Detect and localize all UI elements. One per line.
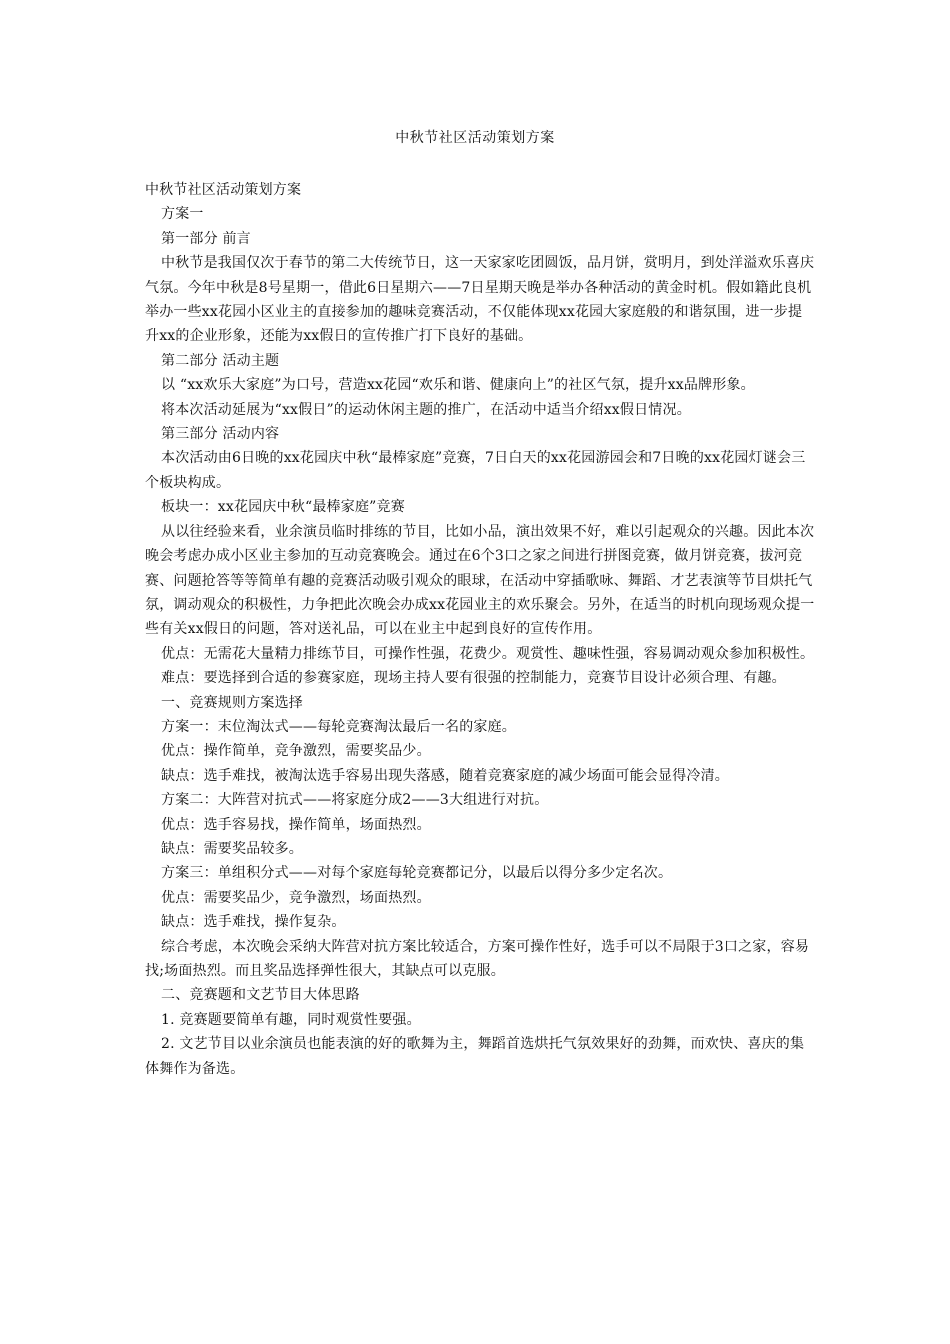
paragraph: 将本次活动延展为“xx假日”的运动休闲主题的推广，在活动中适当介绍xx假日情况。: [161, 401, 691, 418]
paragraph: 中秋节社区活动策划方案: [145, 182, 302, 198]
paragraph: 方案一：末位淘汰式——每轮竞赛淘汰最后一名的家庭。: [161, 718, 516, 735]
paragraph: 方案二：大阵营对抗式——将家庭分成2——3大组进行对抗。: [161, 792, 549, 809]
paragraph: 1. 竞赛题要简单有趣，同时观赏性要强。: [161, 1011, 421, 1028]
paragraph: 缺点：选手难找，被淘汰选手容易出现失落感，随着竞赛家庭的减少场面可能会显得冷清。: [161, 767, 729, 784]
paragraph: 优点：需要奖品少，竞争激烈，场面热烈。: [161, 889, 431, 906]
paragraph: 第一部分 前言: [161, 230, 251, 247]
paragraph: 一、竞赛规则方案选择: [161, 694, 303, 711]
paragraph: 板块一：xx花园庆中秋“最棒家庭”竞赛: [161, 499, 405, 516]
paragraph: 2. 文艺节目以业余演员也能表演的好的歌舞为主，舞蹈首选烘托气氛效果好的劲舞，而欢快、喜庆的集体舞作为备选。: [145, 1036, 805, 1077]
paragraph: 中秋节是我国仅次于春节的第二大传统节日，这一天家家吃团圆饭，品月饼，赏明月，到处洋溢欢乐喜庆气氛。今年中秋是8号星期一，借此6日星期六——7日星期天晚是举办各种活动的黄金时机。假如籍此良机举办一些xx花园小区业主的直接参加的趣味竞赛活动，不仅能体现xx花园大家庭般的和谐氛围，进一步提升xx的企业形象，还能为xx假日的宣传推广打下良好的基础。: [145, 255, 815, 345]
paragraph: 本次活动由6日晚的xx花园庆中秋“最棒家庭”竞赛，7日白天的xx花园游园会和7日晚的xx花园灯谜会三个板块构成。: [145, 450, 806, 491]
paragraph: 优点：选手容易找，操作简单，场面热烈。: [161, 816, 431, 833]
paragraph: 二、竞赛题和文艺节目大体思路: [161, 987, 360, 1004]
paragraph: 方案一: [161, 206, 204, 223]
paragraph: 优点：无需花大量精力排练节目，可操作性强，花费少。观赏性、趣味性强，容易调动观众参加积极性。: [161, 645, 815, 662]
paragraph: 从以往经验来看，业余演员临时排练的节目，比如小品，演出效果不好，难以引起观众的兴趣。因此本次晚会考虑办成小区业主参加的互动竞赛晚会。通过在6个3口之家之间进行拼图竞赛，做月饼竞赛，拔河竞赛、问题抢答等等简单有趣的竞赛活动吸引观众的眼球，在活动中穿插歌咏、舞蹈、才艺表演等节目烘托气氛，调动观众的积极性，力争把此次晚会办成xx花园业主的欢乐聚会。另外，在适当的时机向现场观众提一些有关xx假日的问题，答对送礼品，可以在业主中起到良好的宣传作用。: [145, 523, 815, 638]
paragraph: 第二部分 活动主题: [161, 352, 280, 369]
document-title: 中秋节社区活动策划方案: [395, 130, 555, 146]
paragraph: 方案三：单组积分式——对每个家庭每轮竞赛都记分，以最后以得分多少定名次。: [161, 865, 673, 882]
paragraph: 第三部分 活动内容: [161, 426, 280, 443]
paragraph: 综合考虑，本次晚会采纳大阵营对抗方案比较适合，方案可操作性好，选手可以不局限于3口之家，容易找;场面热烈。而且奖品选择弹性很大，其缺点可以克服。: [145, 938, 810, 979]
paragraph: 缺点：需要奖品较多。: [161, 840, 303, 857]
paragraph: 优点：操作简单，竞争激烈，需要奖品少。: [161, 743, 431, 760]
paragraph: 难点：要选择到合适的参赛家庭，现场主持人要有很强的控制能力，竞赛节目设计必须合理、有趣。: [161, 670, 786, 687]
paragraph: 以 “xx欢乐大家庭”为口号，营造xx花园“欢乐和谐、健康向上”的社区气氛，提升xx品牌形象。: [161, 377, 755, 394]
document-body: [145, 178, 815, 1081]
paragraph: 缺点：选手难找，操作复杂。: [161, 914, 346, 931]
